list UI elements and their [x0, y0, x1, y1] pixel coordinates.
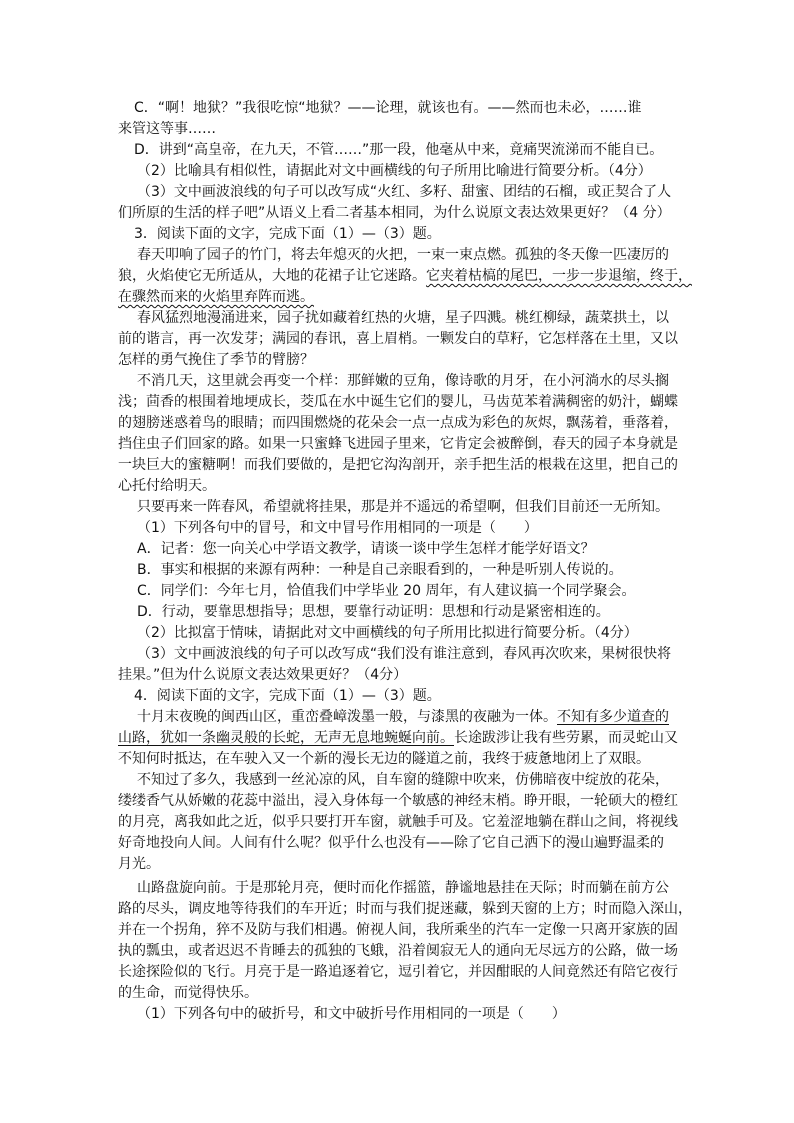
q3-passage-p3-line3: 的翅膀迷惑着鸟的眼睛；而四围燃烧的花朵会一点一点成为彩色的灰烬，飘荡着，垂落着， [118, 415, 678, 431]
q4-passage-p2-line1: 不知过了多久，我感到一丝沁凉的风，自车窗的缝隙中吹来，仿佛暗夜中绽放的花朵， [137, 772, 669, 788]
q3-passage-p3-line4: 挡住虫子们回家的路。如果一只蜜蜂飞进园子里来，它肯定会被醉倒，春天的园子本身就是 [118, 436, 678, 452]
q3-passage-p3-line2: 浅；茴香的根围着地埂成长，茭瓜在水中诞生它们的婴儿，马齿苋苯着满稠密的奶汁，蝴蝶 [118, 394, 678, 410]
q3-subquestion-3-line1: （3）文中画波浪线的句子可以改写成“我们没有谁注意到，春风再次吹来，果树很快将 [137, 646, 672, 662]
q2-subquestion-2: （2）比喻具有相似性，请据此对文中画横线的句子所用比喻进行简要分析。（4分） [137, 163, 652, 179]
q2-option-c-line1: C．“啊！地狱？”我很吃惊“地狱？——论理，就该也有。——然而也未必，……谁 [134, 100, 642, 116]
q3-passage-p4-line1: 只要再来一阵春风，希望就将挂果，那是并不遥远的希望啊，但我们目前还一无所知。 [137, 499, 669, 515]
q3-passage-p2-line3: 怎样的勇气挽住了季节的臂膀？ [118, 352, 314, 368]
q3-subquestion-1: （1）下列各句中的冒号，和文中冒号作用相同的一项是（ ） [137, 520, 538, 536]
q3-passage-p1-line1: 春天叩响了园子的竹门，将去年熄灭的火把，一束一束点燃。孤独的冬天像一匹凄厉的 [137, 247, 669, 263]
q4-p1-line2-plain: 长途跋涉让我有些劳累，而灵蛇山又 [454, 730, 678, 746]
q4-passage-p2-line4: 好奇地投向人间。人间有什么呢？似乎什么也没有——除了它自己洒下的漫山遍野温柔的 [118, 835, 664, 851]
q4-subquestion-1: （1）下列各句中的破折号，和文中破折号作用相同的一项是（ ） [137, 1006, 566, 1022]
q4-passage-p3-line2: 路的尽头，调皮地等待我们的车开近；时而与我们捉迷藏，躲到天窗的上方；时而隐入深山， [118, 901, 692, 917]
q3-passage-p3-line1: 不消几天，这里就会再变一个样：那鲜嫩的豆角，像诗歌的月牙，在小河淌水的尽头搁 [137, 373, 669, 389]
q2-subquestion-3-line1: （3）文中画波浪线的句子可以改写成“火红、多籽、甜蜜、团结的石榴，或正契合了人 [137, 184, 672, 200]
q2-subquestion-3-line2: 们所原的生活的样子吧”从语义上看二者基本相同，为什么说原文表达效果更好？（4 分） [118, 205, 671, 221]
q4-passage-p1-line1 [137, 707, 703, 728]
q4-passage-p1-line3: 不知何时抵达，在车驶入又一个新的漫长无边的隧道之前，我终于疲惫地闭上了双眼。 [118, 751, 650, 767]
q4-passage-p3-line4: 执的瓢虫，或者迟迟不肯睡去的孤独的飞蛾，沿着阒寂无人的通向无尽远方的公路，做一场 [118, 943, 678, 959]
q4-passage-p1-line2 [118, 728, 684, 749]
q3-option-a: A．记者：您一向关心中学语文教学，请谈一谈中学生怎样才能学好语文？ [137, 541, 595, 557]
q4-passage-p2-line3: 的月亮，离我如此之近，似乎只要打开车窗，就触手可及。它羞涩地躺在群山之间，将视线 [118, 814, 678, 830]
q3-option-d: D．行动，要靠思想指导；思想，要靠行动证明：思想和行动是紧密相连的。 [137, 604, 610, 620]
q4-passage-p3-line1: 山路盘旋向前。于是那轮月亮，便时而化作摇篮，静谧地悬挂在天际；时而躺在前方公 [137, 880, 669, 896]
q3-wavy-sentence-part2: 在骤然而来的火焰里弃阵而逃。 [118, 289, 314, 305]
q3-p1-line2-plain: 狼，火焰使它无所适从，大地的花裙子让它迷路。 [118, 268, 426, 284]
q3-subquestion-2: （2）比拟富于情味，请据此对文中画横线的句子所用比拟进行简要分析。（4分） [137, 625, 638, 641]
q4-passage-p3-line3: 并在一个拐角，猝不及防与我们相遇。俯视人间，我所乘坐的汽车一定像一只离开家族的固 [118, 922, 678, 938]
q4-underlined-sentence-part1: 不知有多少道查的 [557, 709, 669, 725]
q4-underlined-sentence-part2: 山路，犹如一条幽灵般的长蛇，无声无息地蜿蜒向前。 [118, 730, 454, 746]
q2-option-d: D．讲到“高皇帝，在九天，不管……”那一段，他毫从中来，竟痛哭流涕而不能自已。 [134, 142, 664, 158]
q3-passage-p3-line6: 心托付给明天。 [118, 478, 216, 494]
q3-heading: 3．阅读下面的文字，完成下面（1）—（3）题。 [134, 226, 441, 242]
q4-p1-line1-plain: 十月末夜晚的闽西山区，重峦叠嶂泼墨一般，与漆黑的夜融为一体。 [137, 709, 557, 725]
q3-passage-p1-line3 [118, 287, 684, 308]
q3-option-b: B．事实和根据的来源有两种：一种是自己亲眼看到的，一种是听别人传说的。 [137, 562, 623, 578]
q4-passage-p2-line2: 缕缕香气从娇嫩的花蕊中溢出，浸入身体每一个敏感的神经末梢。睁开眼，一轮硕大的橙红 [118, 793, 678, 809]
q2-option-c-line2: 来管这等事…… [118, 121, 216, 137]
q4-passage-p3-line6: 的生命，而觉得快乐。 [118, 985, 258, 1001]
q3-passage-p2-line1: 春风猛烈地漫涌进来，园子扰如藏着红热的火塘，星子四溅。桃红柳绿，蔬菜拱土，以 [137, 310, 669, 326]
q3-subquestion-3-line2: 挂果。”但为什么说原文表达效果更好？（4分） [118, 667, 408, 683]
q3-passage-p3-line5: 一块巨大的蜜糖啊！而我们要做的，是把它沟沟剖开，亲手把生活的根栽在这里，把自己的 [118, 457, 678, 473]
q3-option-c: C．同学们：今年七月，恰值我们中学毕业 20 周年，有人建议搞一个同学聚会。 [137, 583, 636, 599]
q4-heading: 4．阅读下面的文字，完成下面（1）—（3）题。 [134, 688, 441, 704]
q3-passage-p1-line2 [118, 266, 692, 287]
q4-passage-p3-line5: 长途探险似的飞行。月亮于是一路追逐着它，逗引着它，并因酣眠的人间竟然还有陪它夜行 [118, 964, 678, 980]
q3-passage-p2-line2: 前的谐言，再一次发芽；满园的春讯，喜上眉梢。一颗发白的草籽，它怎样落在土里，又以 [118, 331, 678, 347]
q3-wavy-sentence-part1: 它夹着枯槁的尾巴，一步一步退缩，终于， [426, 268, 692, 284]
q4-passage-p2-line5: 月光。 [118, 856, 160, 872]
